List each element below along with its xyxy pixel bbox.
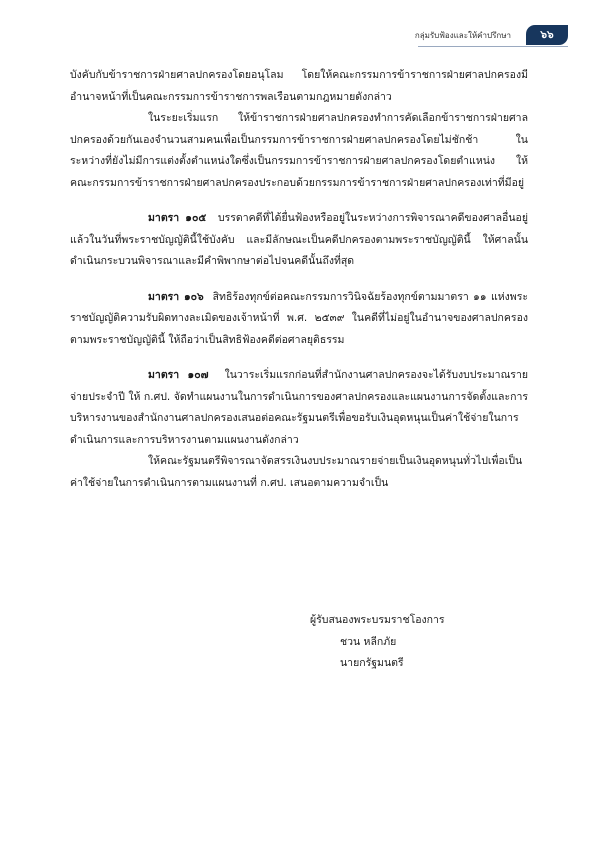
page-header: [0, 25, 595, 47]
section-106: [70, 287, 528, 352]
section-107-text: ในวาระเริ่มแรกก่อนที่สำนักงานศาลปกครองจะได้รับงบประมาณรายจ่ายประจำปี ให้ ก.ศป. จัดทำแผนงานในการดำเนินการของศาลปกครองและแผนงานการจัดตั้งและการบริหารงานของสำนักงานศาลปกครองเสนอต่อคณะรัฐมนตรีเพื่อขอรับเงินอุดหนุนเป็นค่าใช้จ่ายในการดำเนินการและการบริหารงานตามแผนงานดังกล่าว: [70, 369, 528, 446]
signature-block: [310, 610, 510, 675]
header-label: กลุ่มรับฟ้องและให้คำปรึกษา: [414, 31, 511, 40]
paragraph-last: ให้คณะรัฐมนตรีพิจารณาจัดสรรเงินงบประมาณรายจ่ายเป็นเงินอุดหนุนทั่วไปเพื่อเป็นค่าใช้จ่ายในการดำเนินการตามแผนงานที่ ก.ศป. เสนอตามความจำเป็น: [70, 455, 523, 489]
paragraph-2: ในระยะเริ่มแรก ให้ข้าราชการฝ่ายศาลปกครองทำการคัดเลือกข้าราชการฝ่ายศาลปกครองด้วยกันเองจำนวนสามคนเพื่อเป็นกรรมการข้าราชการฝ่ายศาลปกครองโดยไม่ชักช้า ในระหว่างที่ยังไม่มีการแต่งตั้งตำแหน่งใดซึ่งเป็นกรรมการข้าราชการฝ่ายศาลปกครองโดยตำแหน่ง ให้คณะกรรมการข้าราชการฝ่ายศาลปกครองประกอบด้วยกรรมการข้าราชการฝ่ายศาลปกครองเท่าที่มีอยู่: [70, 112, 528, 189]
section-106-text: สิทธิร้องทุกข์ต่อคณะกรรมการวินิจฉัยร้องทุกข์ตามมาตรา ๑๑ แห่งพระราชบัญญัติความรับผิดทางละเมิดของเจ้าหน้าที่ พ.ศ. ๒๕๓๙ ในคดีที่ไม่อยู่ในอำนาจของศาลปกครองตามพระราชบัญญัตินี้ ให้ถือว่าเป็นสิทธิฟ้องคดีต่อศาลยุติธรรม: [70, 290, 528, 346]
page-number-badge: ๖๖: [526, 25, 568, 45]
section-105-text: บรรดาคดีที่ได้ยื่นฟ้องหรืออยู่ในระหว่างการพิจารณาคดีของศาลอื่นอยู่แล้วในวันที่พระราชบัญญัตินี้ใช้บังคับ และมีลักษณะเป็นคดีปกครองตามพระราชบัญญัตินี้ ให้ศาลนั้นดำเนินกระบวนพิจารณาและมีคำพิพากษาต่อไปจนคดีนั้นถึงที่สุด: [70, 212, 528, 267]
header-divider: [418, 46, 568, 47]
section-105-label: มาตรา ๑๐๕: [148, 212, 207, 224]
document-body: [70, 65, 528, 508]
section-106-label: มาตรา ๑๐๖: [148, 290, 204, 303]
signatory-title: นายกรัฐมนตรี: [340, 657, 404, 669]
signatory-name: ชวน หลีกภัย: [340, 635, 397, 648]
paragraph-1: บังคับกับข้าราชการฝ่ายศาลปกครองโดยอนุโลม โดยให้คณะกรรมการข้าราชการฝ่ายศาลปกครองมีอำนาจหน้าที่เป็นคณะกรรมการข้าราชการพลเรือนตามกฎหมายดังกล่าว: [70, 69, 528, 103]
section-105: [70, 208, 528, 273]
countersign-line: ผู้รับสนองพระบรมราชโองการ: [310, 614, 445, 626]
section-107-label: มาตรา ๑๐๗: [148, 369, 209, 381]
section-107: [70, 365, 528, 451]
